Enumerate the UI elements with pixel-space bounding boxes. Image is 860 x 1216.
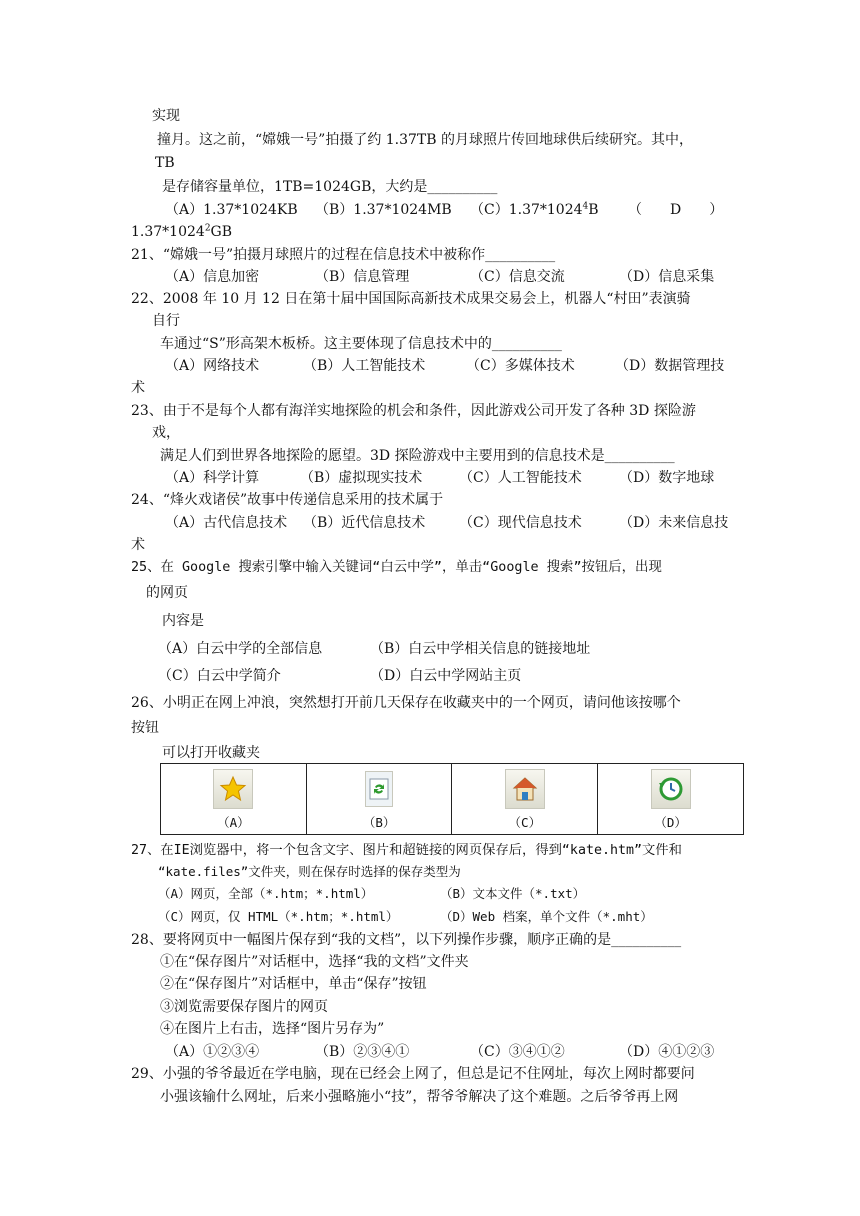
option-label: （A） bbox=[217, 815, 250, 830]
question-24: 24、“烽火戏诸侯”故事中传递信息采用的技术属于 bbox=[131, 492, 444, 508]
text-line: 撞月。这之前，“嫦娥一号”拍摄了约 1.37TB 的月球照片传回地球供后续研究。其中， bbox=[157, 132, 694, 148]
option-b: （B）信息管理 bbox=[315, 269, 410, 285]
option-cell-d bbox=[598, 764, 744, 835]
question-27: 27、在IE浏览器中，将一个包含文字、图片和超链接的网页保存后，得到“kate.htm”文件和 bbox=[131, 843, 682, 858]
question-25: 25、在 Google 搜索引擎中输入关键词“白云中学”，单击“Google 搜索”按钮后，出现 bbox=[131, 560, 662, 575]
text-line: 术 bbox=[131, 380, 145, 396]
option-label: （C） bbox=[508, 815, 542, 830]
question-23: 23、由于不是每个人都有海洋实地探险的机会和条件，因此游戏公司开发了各种 3D 探险游 bbox=[131, 403, 696, 419]
text-line: 是存储容量单位，1TB=1024GB，大约是__________ bbox=[162, 179, 498, 195]
question-22: 22、2008 年 10 月 12 日在第十届中国国际高新技术成果交易会上，机器人“村田”表演骑 bbox=[131, 291, 691, 307]
option-d: （D）④①②③ bbox=[619, 1044, 715, 1060]
step-1: ①在“保存图片”对话框中，选择“我的文档”文件夹 bbox=[160, 954, 469, 970]
option-c: （C）1.37*1024$^4$B bbox=[470, 201, 599, 218]
history-icon bbox=[651, 769, 691, 809]
option-b: （B）1.37*1024MB bbox=[315, 202, 452, 218]
option-b: （B）②③④① bbox=[315, 1044, 410, 1060]
button-options-table bbox=[160, 763, 744, 835]
option-b: （B）人工智能技术 bbox=[303, 358, 426, 374]
option-d: （D）Web 档案，单个文件（*.mht） bbox=[440, 909, 653, 924]
text-line: 术 bbox=[131, 537, 145, 553]
option-d: （D）白云中学网站主页 bbox=[370, 668, 522, 684]
option-a: （A）白云中学的全部信息 bbox=[158, 641, 323, 657]
option-b: （B）白云中学相关信息的链接地址 bbox=[370, 641, 591, 657]
text-line: 小强该输什么网址，后来小强略施小“技”，帮爷爷解决了这个难题。之后爷爷再上网 bbox=[160, 1089, 679, 1105]
option-d: （ D ） bbox=[628, 202, 724, 218]
option-b: （B）近代信息技术 bbox=[303, 515, 426, 531]
option-c: （C）③④①② bbox=[470, 1044, 565, 1060]
option-d: （D）未来信息技 bbox=[619, 515, 729, 531]
option-cell-b bbox=[306, 764, 452, 835]
option-a: （A）网络技术 bbox=[165, 358, 260, 374]
text-line: 的网页 bbox=[146, 585, 188, 601]
option-c: （C）多媒体技术 bbox=[466, 358, 575, 374]
star-favorites-icon bbox=[213, 769, 253, 809]
refresh-page-icon bbox=[365, 771, 393, 807]
option-b: （B）文本文件（*.txt） bbox=[440, 886, 586, 901]
text-line: 内容是 bbox=[162, 613, 204, 629]
text-line: 自行 bbox=[152, 313, 180, 329]
option-c: （C）网页，仅 HTML（*.htm；*.html） bbox=[158, 909, 399, 924]
option-cell-c bbox=[452, 764, 598, 835]
option-label: （B） bbox=[362, 815, 396, 830]
question-29: 29、小强的爷爷最近在学电脑，现在已经会上网了，但总是记不住网址，每次上网时都要问 bbox=[131, 1066, 695, 1082]
option-a: （A）1.37*1024KB bbox=[165, 202, 298, 218]
question-28: 28、要将网页中一幅图片保存到“我的文档”，以下列操作步骤，顺序正确的是__________ bbox=[131, 932, 682, 948]
text-line: 按钮 bbox=[131, 720, 159, 736]
text-line: “kate.files”文件夹，则在保存时选择的保存类型为 bbox=[158, 864, 461, 879]
option-b: （B）虚拟现实技术 bbox=[300, 470, 423, 486]
text-line: 满足人们到世界各地探险的愿望。3D 探险游戏中主要用到的信息技术是__________ bbox=[160, 448, 675, 464]
option-a: （A）网页，全部（*.htm；*.html） bbox=[158, 886, 374, 901]
text-line: TB bbox=[155, 155, 175, 171]
text-line: 实现 bbox=[152, 108, 180, 124]
option-c: （C）现代信息技术 bbox=[459, 515, 582, 531]
option-c: （C）人工智能技术 bbox=[459, 470, 582, 486]
option-a: （A）①②③④ bbox=[165, 1044, 260, 1060]
option-c: （C）信息交流 bbox=[470, 269, 565, 285]
option-d: （D）信息采集 bbox=[619, 269, 715, 285]
step-3: ③浏览需要保存图片的网页 bbox=[160, 999, 328, 1015]
option-a: （A）科学计算 bbox=[165, 470, 260, 486]
option-a: （A）古代信息技术 bbox=[165, 515, 288, 531]
question-26: 26、小明正在网上冲浪，突然想打开前几天保存在收藏夹中的一个网页，请问他该按哪个 bbox=[131, 695, 681, 711]
step-2: ②在“保存图片”对话框中，单击“保存”按钮 bbox=[160, 976, 427, 992]
option-d: （D）数据管理技 bbox=[615, 358, 725, 374]
text-line: 戏， bbox=[152, 425, 180, 441]
step-4: ④在图片上右击，选择“图片另存为” bbox=[160, 1021, 385, 1037]
text-line: 1.37*1024$^2$GB bbox=[131, 223, 233, 240]
option-c: （C）白云中学简介 bbox=[158, 668, 281, 684]
text-line: 车通过“S”形高架木板桥。这主要体现了信息技术中的__________ bbox=[160, 336, 562, 352]
text-line: 可以打开收藏夹 bbox=[162, 745, 260, 761]
option-label: （D） bbox=[654, 815, 687, 830]
option-cell-a bbox=[161, 764, 307, 835]
option-a: （A）信息加密 bbox=[165, 269, 260, 285]
question-21: 21、“嫦娥一号”拍摄月球照片的过程在信息技术中被称作__________ bbox=[131, 247, 556, 263]
option-d: （D）数字地球 bbox=[619, 470, 715, 486]
home-icon bbox=[505, 769, 545, 809]
